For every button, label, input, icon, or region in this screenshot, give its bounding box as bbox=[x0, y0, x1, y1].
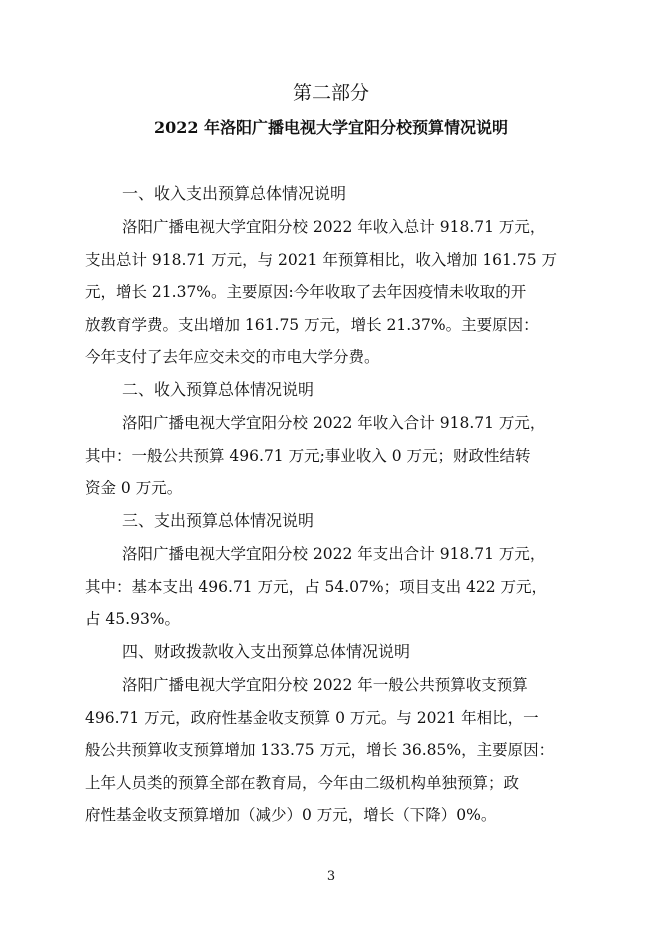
section-4 bbox=[0, 637, 662, 833]
paragraph-line: 元，增长 21.37%。主要原因:今年收取了去年因疫情未收取的开 bbox=[85, 283, 527, 302]
paragraph-line: 资金 0 万元。 bbox=[85, 479, 183, 498]
paragraph-line: 其中：基本支出 496.71 万元，占 54.07%；项目支出 422 万元， bbox=[85, 577, 548, 596]
page-number: 3 bbox=[326, 869, 336, 884]
paragraph-line: 支出总计 918.71 万元，与 2021 年预算相比，收入增加 161.75 万 bbox=[85, 250, 557, 269]
paragraph-line: 上年人员类的预算全部在教育局，今年由二级机构单独预算；政 bbox=[85, 773, 520, 792]
section-heading: 二、收入预算总体情况说明 bbox=[122, 380, 315, 399]
section-heading: 三、支出预算总体情况说明 bbox=[122, 511, 315, 530]
section-3 bbox=[0, 506, 662, 637]
paragraph-line: 洛阳广播电视大学宜阳分校 2022 年一般公共预算收支预算 bbox=[122, 676, 528, 694]
paragraph-line: 496.71 万元，政府性基金收支预算 0 万元。与 2021 年相比，一 bbox=[85, 708, 539, 727]
section-heading: 四、财政拨款收入支出预算总体情况说明 bbox=[122, 642, 411, 661]
paragraph-line: 洛阳广播电视大学宜阳分校 2022 年收入总计 918.71 万元， bbox=[122, 218, 546, 236]
section-heading: 一、收入支出预算总体情况说明 bbox=[122, 184, 347, 203]
paragraph-line: 占 45.93%。 bbox=[85, 610, 181, 629]
paragraph-line: 洛阳广播电视大学宜阳分校 2022 年收入合计 918.71 万元， bbox=[122, 414, 546, 432]
section-2 bbox=[0, 375, 662, 506]
paragraph-line: 洛阳广播电视大学宜阳分校 2022 年支出合计 918.71 万元， bbox=[122, 545, 546, 563]
paragraph-line: 放教育学费。支出增加 161.75 万元，增长 21.37%。主要原因： bbox=[85, 315, 539, 334]
paragraph-line: 府性基金收支预算增加（减少）0 万元，增长（下降）0%。 bbox=[85, 806, 497, 825]
paragraph-line: 今年支付了去年应交未交的市电大学分费。 bbox=[85, 348, 380, 367]
paragraph-line: 般公共预算收支预算增加 133.75 万元，增长 36.85%，主要原因： bbox=[85, 741, 555, 760]
document-title: 2022 年洛阳广播电视大学宜阳分校预算情况说明 bbox=[153, 118, 509, 137]
part-heading: 第二部分 bbox=[292, 82, 369, 104]
section-1 bbox=[0, 179, 662, 375]
paragraph-line: 其中：一般公共预算 496.71 万元;事业收入 0 万元；财政性结转 bbox=[85, 446, 531, 465]
